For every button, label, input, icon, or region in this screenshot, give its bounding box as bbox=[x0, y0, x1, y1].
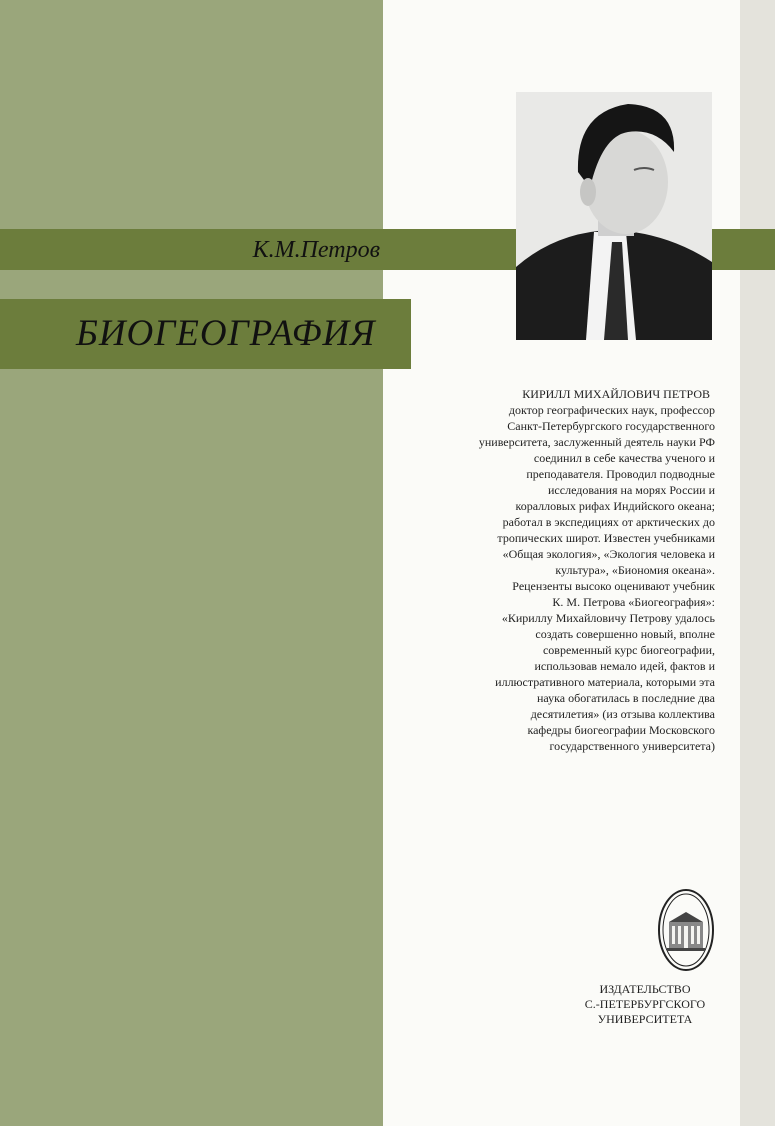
bio-line: доктор географических наук, профессор bbox=[508, 403, 715, 417]
university-building-logo-icon bbox=[657, 888, 715, 972]
bio-line: наука обогатилась в последние два bbox=[536, 691, 715, 705]
cover-green-panel bbox=[0, 0, 383, 1126]
bio-line: создать совершенно новый, вполне bbox=[535, 627, 715, 641]
bio-heading: КИРИЛЛ МИХАЙЛОВИЧ ПЕТРОВ bbox=[522, 387, 710, 401]
bio-line: тропических широт. Известен учебниками bbox=[497, 531, 715, 545]
bio-line: работал в экспедициях от арктических до bbox=[502, 515, 715, 529]
bio-line: государственного университета) bbox=[549, 739, 715, 753]
bio-line: десятилетия» (из отзыва коллектива bbox=[530, 707, 715, 721]
bio-text bbox=[445, 402, 715, 754]
bio-line: коралловых рифах Индийского океана; bbox=[515, 499, 715, 513]
bio-line: современный курс биогеографии, bbox=[542, 643, 715, 657]
publisher-line: УНИВЕРСИТЕТА bbox=[597, 1012, 693, 1026]
publisher-line: ИЗДАТЕЛЬСТВО bbox=[599, 982, 691, 996]
bio-line: университета, заслуженный деятель науки РФ bbox=[478, 435, 715, 449]
bio-line: иллюстративного материала, которыми эта bbox=[495, 675, 715, 689]
publisher-name bbox=[570, 982, 720, 1027]
bio-line: соединил в себе качества ученого и bbox=[533, 451, 715, 465]
book-title: БИОГЕОГРАФИЯ bbox=[76, 313, 376, 354]
bio-line: кафедры биогеографии Московского bbox=[527, 723, 715, 737]
bio-line: К. М. Петрова «Биогеография»: bbox=[552, 595, 715, 609]
author-name: К.М.Петров bbox=[252, 237, 380, 263]
bio-line: Рецензенты высоко оценивают учебник bbox=[512, 579, 715, 593]
bio-line: культура», «Биономия океана». bbox=[555, 563, 715, 577]
page-edge-strip bbox=[740, 0, 775, 1126]
right-accent-band bbox=[712, 229, 775, 270]
bio-line: «Кириллу Михайловичу Петрову удалось bbox=[501, 611, 715, 625]
author-portrait bbox=[516, 92, 712, 340]
bio-line: исследования на морях России и bbox=[548, 483, 715, 497]
bio-line: «Общая экология», «Экология человека и bbox=[502, 547, 715, 561]
bio-line: преподавателя. Проводил подводные bbox=[526, 467, 715, 481]
bio-line: Санкт-Петербургского государственного bbox=[507, 419, 715, 433]
publisher-line: С.-ПЕТЕРБУРГСКОГО bbox=[584, 997, 706, 1011]
bio-line: использовав немало идей, фактов и bbox=[534, 659, 715, 673]
